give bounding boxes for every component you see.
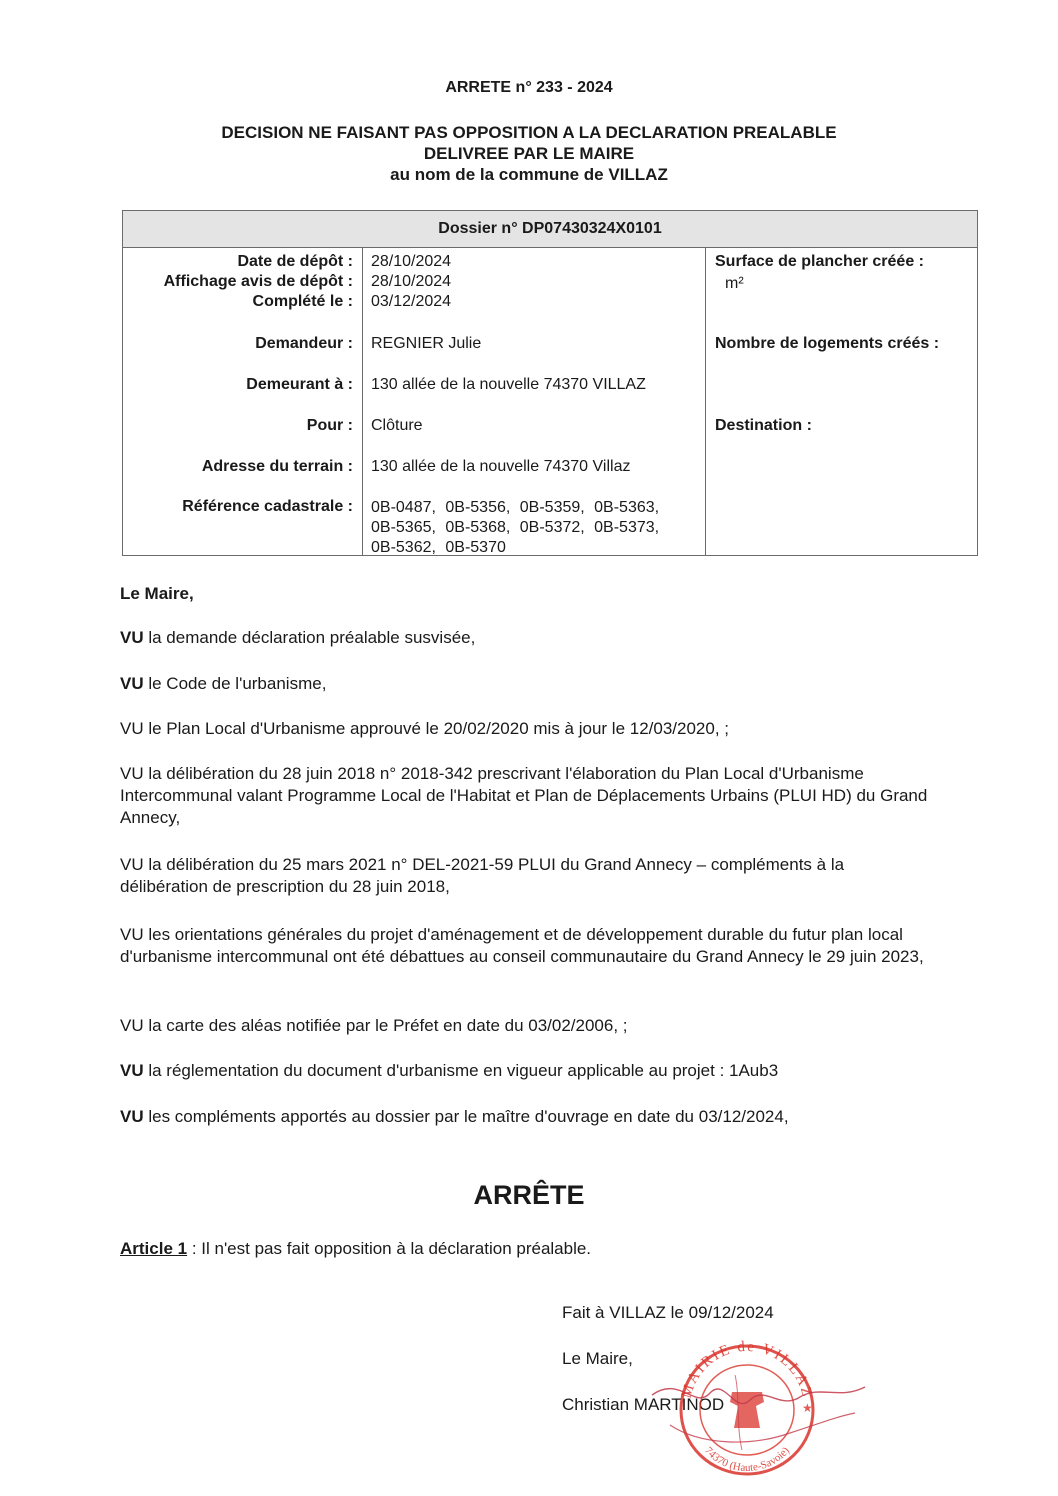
consideration-item [120, 673, 930, 695]
affichage-value: 28/10/2024 [371, 273, 452, 290]
signatory-name: Christian MARTINOD [562, 1395, 725, 1414]
dossier-table [122, 210, 978, 556]
cadastre-line: 0B-5365, 0B-5368, 0B-5372, 0B-5373, [371, 519, 660, 536]
consideration-item: VU la délibération du 28 juin 2018 n° 2018-342 prescrivant l'élaboration du Plan Local d'Urbanisme Intercommunal valant Programme Local de l'Habitat et Plan de Déplacements Urbains (PLUI HD) du Grand Annecy, [120, 764, 928, 827]
adresse-terrain-value: 130 allée de la nouvelle 74370 Villaz [371, 458, 631, 475]
le-maire-heading: Le Maire, [120, 584, 194, 603]
date-depot-label: Date de dépôt : [237, 253, 353, 270]
consideration-item: VU la carte des aléas notifiée par le Préfet en date du 03/02/2006, ; [120, 1016, 628, 1035]
complete-label: Complété le : [252, 293, 353, 310]
handwritten-signature [640, 1355, 880, 1465]
adresse-terrain-label: Adresse du terrain : [201, 458, 353, 475]
demeurant-label: Demeurant à : [246, 376, 353, 393]
cadastre-line: 0B-5362, 0B-5370 [371, 539, 506, 556]
logements-label: Nombre de logements créés : [715, 335, 940, 352]
consideration-text: les compléments apportés au dossier par le maître d'ouvrage en date du 03/12/2024, [143, 1107, 789, 1126]
consideration-item: VU la délibération du 25 mars 2021 n° DEL-2021-59 PLUI du Grand Annecy – compléments à la délibération de prescription du 28 juin 2018, [120, 855, 845, 896]
consideration-text: le Code de l'urbanisme, [143, 674, 327, 693]
title-line-1: DECISION NE FAISANT PAS OPPOSITION A LA DECLARATION PREALABLE [221, 123, 837, 142]
vu-keyword: VU [120, 1107, 144, 1126]
reference-cadastrale-label: Référence cadastrale : [182, 498, 353, 515]
consideration-item [120, 1106, 930, 1128]
consideration-item [120, 1060, 930, 1082]
pour-label: Pour : [306, 417, 353, 434]
vu-keyword: VU [120, 1061, 144, 1080]
arrete-number: ARRETE n° 233 - 2024 [445, 79, 613, 96]
title-line-2: DELIVREE PAR LE MAIRE [423, 144, 635, 163]
place-date: Fait à VILLAZ le 09/12/2024 [562, 1303, 774, 1322]
vu-keyword: VU [120, 674, 144, 693]
svg-text:★: ★ [802, 1401, 813, 1415]
demandeur-label: Demandeur : [255, 335, 353, 352]
article-1-text: : Il n'est pas fait opposition à la déclaration préalable. [187, 1239, 592, 1258]
consideration-item: VU les orientations générales du projet d'aménagement et de développement durable du futur plan local d'urbanisme intercommunal ont été débattues au conseil communautaire du Grand Annecy le 29 juin 2023, [120, 925, 924, 966]
svg-text:74370 (Haute-Savoie): 74370 (Haute-Savoie) [702, 1444, 792, 1475]
consideration-item [120, 627, 930, 649]
column-divider [705, 247, 706, 556]
svg-text:MAIRIE de VILLAZ: MAIRIE de VILLAZ [678, 1338, 816, 1401]
complete-value: 03/12/2024 [371, 293, 452, 310]
signatory-role: Le Maire, [562, 1349, 633, 1368]
column-divider [362, 247, 363, 556]
article-1-label: Article 1 [120, 1239, 188, 1258]
cadastre-line: 0B-0487, 0B-5356, 0B-5359, 0B-5363, [371, 499, 660, 516]
destination-label: Destination : [715, 417, 812, 434]
affichage-label: Affichage avis de dépôt : [163, 273, 353, 290]
consideration-text: la réglementation du document d'urbanisme en vigueur applicable au projet : 1Aub3 [143, 1061, 779, 1080]
dossier-number-header: Dossier n° DP07430324X0101 [123, 211, 977, 248]
title-line-3: au nom de la commune de VILLAZ [390, 165, 668, 184]
demeurant-value: 130 allée de la nouvelle 74370 VILLAZ [371, 376, 646, 393]
demandeur-value: REGNIER Julie [371, 335, 482, 352]
date-depot-value: 28/10/2024 [371, 253, 452, 270]
surface-unit: m² [725, 275, 744, 292]
article-1 [120, 1238, 930, 1260]
arrete-heading: ARRÊTE [473, 1180, 585, 1210]
decision-title [0, 122, 1058, 185]
reference-cadastrale-value [371, 498, 659, 558]
surface-plancher-label: Surface de plancher créée : [715, 253, 924, 270]
consideration-text: la demande déclaration préalable susvisée, [143, 628, 476, 647]
vu-keyword: VU [120, 628, 144, 647]
pour-value: Clôture [371, 417, 423, 434]
consideration-item: VU le Plan Local d'Urbanisme approuvé le 20/02/2020 mis à jour le 12/03/2020, ; [120, 719, 730, 738]
